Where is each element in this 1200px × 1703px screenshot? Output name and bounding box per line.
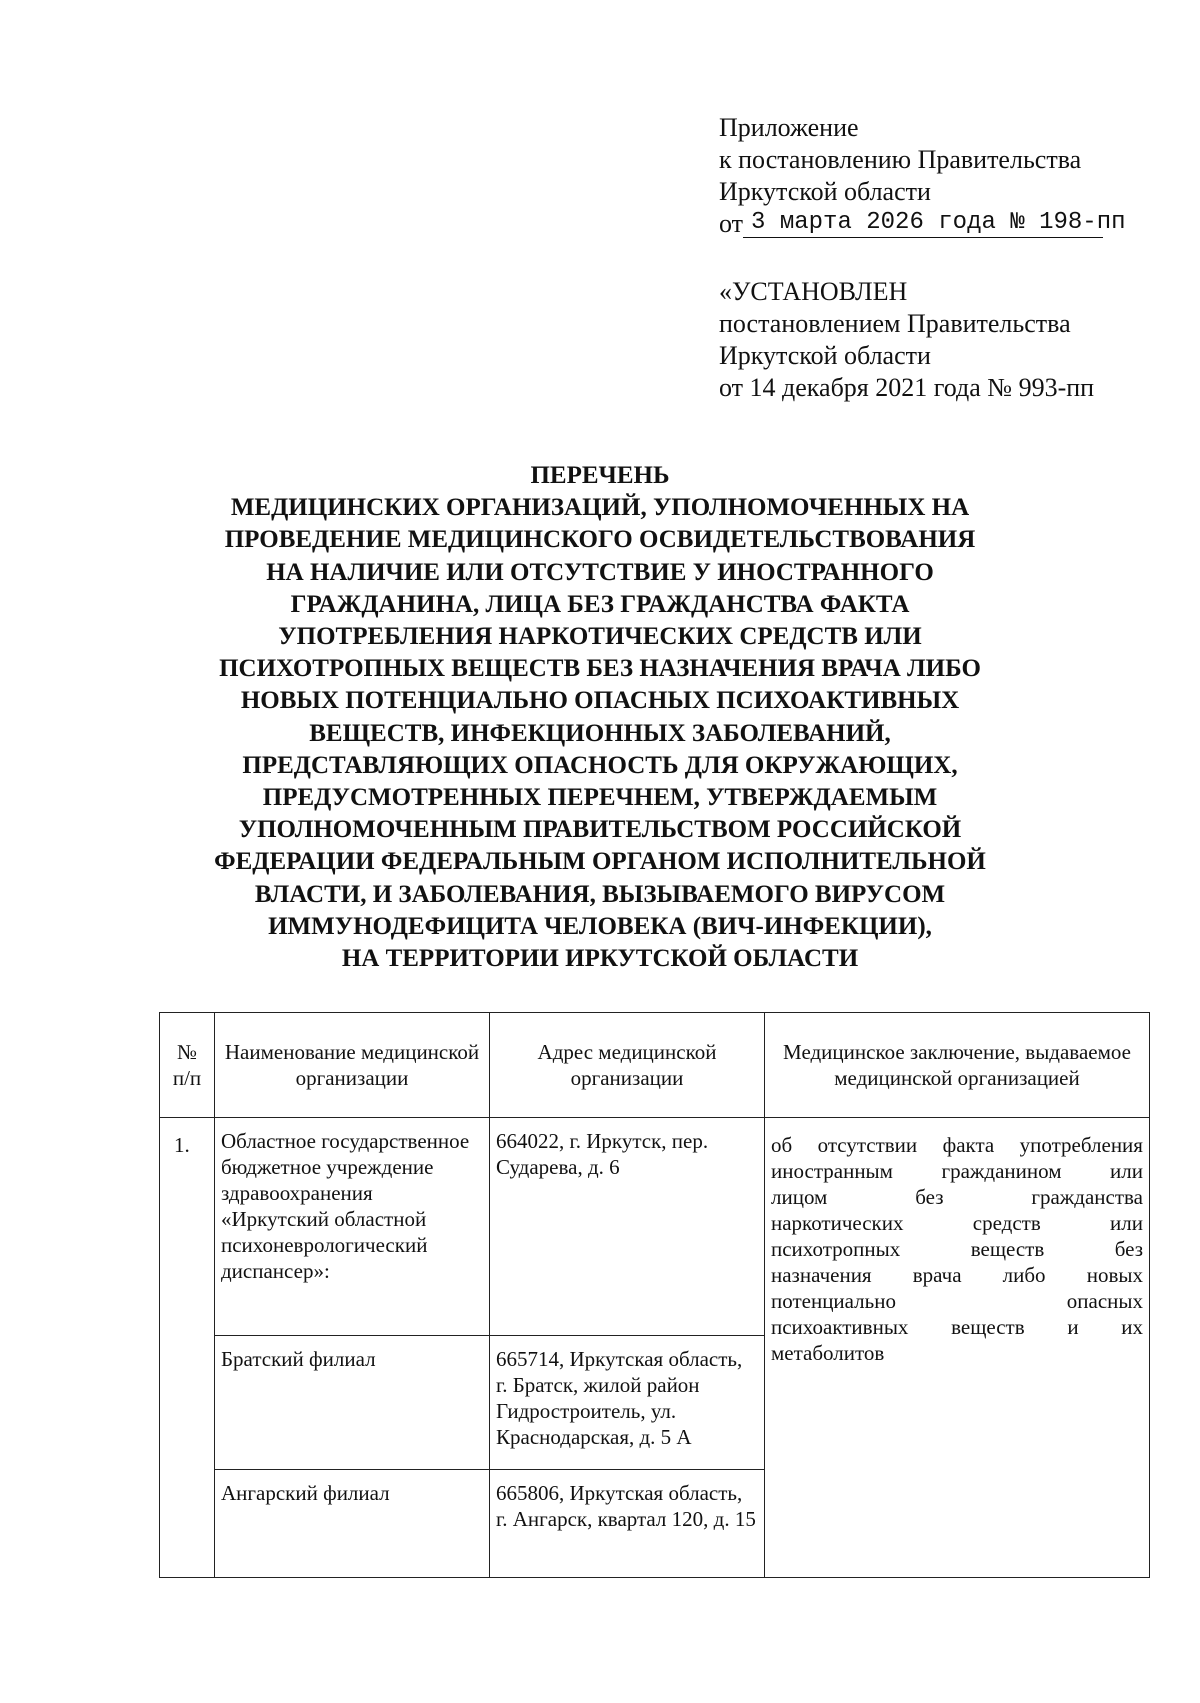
org-name-cell: Ангарский филиал: [215, 1470, 490, 1578]
conclusion-line: наркотических средств или: [771, 1211, 1143, 1235]
title-line: ПЕРЕЧЕНЬ: [530, 462, 670, 489]
appendix-line-3: Иркутской области: [719, 177, 931, 206]
document-title: [160, 460, 1040, 975]
conclusion-line: назначения врача либо новых: [771, 1263, 1143, 1287]
header-conclusion: Медицинское заключение, выдаваемое медицинской организацией: [765, 1013, 1150, 1118]
org-address-cell: 665806, Иркутская область, г. Ангарск, квартал 120, д. 15: [490, 1470, 765, 1578]
established-line-4: от 14 декабря 2021 года № 993-пп: [719, 373, 1095, 402]
title-line: НА ТЕРРИТОРИИ ИРКУТСКОЙ ОБЛАСТИ: [341, 945, 859, 973]
appendix-date-value: 3 марта 2026 года № 198-пп: [743, 209, 1103, 238]
table-header-row: [160, 1013, 1150, 1118]
title-line: НА НАЛИЧИЕ ИЛИ ОТСУТСТВИЕ У ИНОСТРАННОГО: [266, 558, 934, 586]
conclusion-line: иностранным гражданином или: [771, 1159, 1143, 1183]
title-line: ГРАЖДАНИНА, ЛИЦА БЕЗ ГРАЖДАНСТВА ФАКТА: [290, 590, 910, 618]
conclusion-line: потенциально опасных: [771, 1289, 1143, 1313]
org-address-cell: 664022, г. Иркутск, пер. Сударева, д. 6: [490, 1118, 765, 1336]
conclusion-line: метаболитов: [771, 1341, 885, 1365]
appendix-line-2: к постановлению Правительства: [719, 145, 1082, 174]
title-line: ПРОВЕДЕНИЕ МЕДИЦИНСКОГО ОСВИДЕТЕЛЬСТВОВАНИЯ: [224, 526, 976, 554]
title-line: МЕДИЦИНСКИХ ОРГАНИЗАЦИЙ, УПОЛНОМОЧЕННЫХ НА: [230, 494, 970, 522]
title-line: ВЛАСТИ, И ЗАБОЛЕВАНИЯ, ВЫЗЫВАЕМОГО ВИРУСОМ: [254, 880, 946, 908]
title-line: УПОЛНОМОЧЕННЫМ ПРАВИТЕЛЬСТВОМ РОССИЙСКОЙ: [238, 816, 962, 844]
title-line: ФЕДЕРАЦИИ ФЕДЕРАЛЬНЫМ ОРГАНОМ ИСПОЛНИТЕЛЬНОЙ: [214, 848, 986, 876]
appendix-line-1: Приложение: [719, 113, 859, 142]
title-line: УПОТРЕБЛЕНИЯ НАРКОТИЧЕСКИХ СРЕДСТВ ИЛИ: [278, 623, 922, 651]
organizations-table: [159, 1012, 1150, 1578]
conclusion-line: психоактивных веществ и их: [771, 1315, 1143, 1339]
title-line: ПРЕДУСМОТРЕННЫХ ПЕРЕЧНЕМ, УТВЕРЖДАЕМЫМ: [262, 784, 938, 812]
title-line: ПСИХОТРОПНЫХ ВЕЩЕСТВ БЕЗ НАЗНАЧЕНИЯ ВРАЧА ЛИБО: [219, 655, 981, 683]
title-line: ИММУНОДЕФИЦИТА ЧЕЛОВЕКА (ВИЧ-ИНФЕКЦИИ),: [268, 912, 932, 940]
org-name-cell: Братский филиал: [215, 1336, 490, 1470]
conclusion-line: лицом без гражданства: [771, 1185, 1143, 1209]
conclusion-line: об отсутствии факта употребления: [771, 1133, 1143, 1157]
table-row: [160, 1118, 1150, 1336]
appendix-block: [719, 112, 1139, 240]
org-address-cell: 665714, Иркутская область, г. Братск, жилой район Гидростроитель, ул. Краснодарская, д. 5 А: [490, 1336, 765, 1470]
appendix-date-prefix: от: [719, 209, 744, 238]
conclusion-text: [765, 1118, 1149, 1366]
org-name-cell: Областное государственное бюджетное учреждение здравоохранения «Иркутский областной психоневрологический диспансер»:: [215, 1118, 490, 1336]
header-num: № п/п: [160, 1013, 215, 1118]
conclusion-line: психотропных веществ без: [771, 1237, 1143, 1261]
established-line-2: постановлением Правительства: [719, 309, 1071, 338]
header-name: Наименование медицинской организации: [215, 1013, 490, 1118]
established-line-1: «УСТАНОВЛЕН: [719, 277, 908, 306]
header-address: Адрес медицинской организации: [490, 1013, 765, 1118]
title-line: НОВЫХ ПОТЕНЦИАЛЬНО ОПАСНЫХ ПСИХОАКТИВНЫХ: [240, 687, 960, 715]
title-line: ВЕЩЕСТВ, ИНФЕКЦИОННЫХ ЗАБОЛЕВАНИЙ,: [309, 719, 891, 747]
established-line-3: Иркутской области: [719, 341, 931, 370]
appendix-date-line: [719, 208, 1139, 240]
row-number: 1.: [160, 1118, 215, 1578]
conclusion-cell: [765, 1118, 1150, 1578]
established-block: [719, 276, 1159, 404]
title-line: ПРЕДСТАВЛЯЮЩИХ ОПАСНОСТЬ ДЛЯ ОКРУЖАЮЩИХ,: [242, 751, 958, 779]
